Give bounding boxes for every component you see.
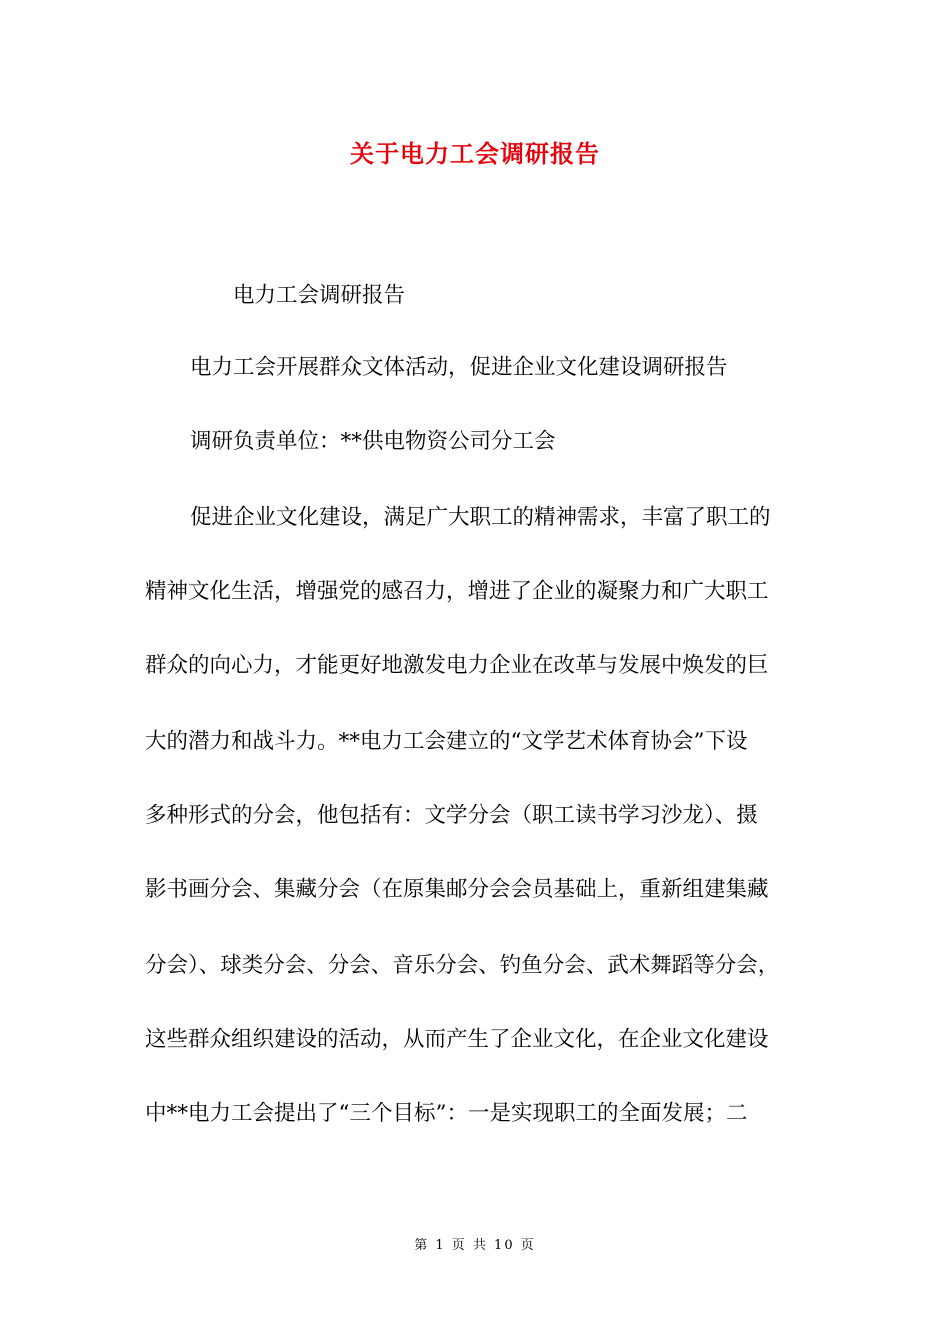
page-number-footer: 第 1 页 共 10 页 xyxy=(414,1238,536,1253)
body-line: 精神文化生活，增强党的感召力，增进了企业的凝聚力和广大职工 xyxy=(145,579,769,604)
body-line: 分会）、球类分会、分会、音乐分会、钓鱼分会、武术舞蹈等分会， xyxy=(145,953,780,978)
body-line: 多种形式的分会，他包括有：文学分会（职工读书学习沙龙）、摄 xyxy=(145,803,758,828)
body-line: 中**电力工会提出了“三个目标”：一是实现职工的全面发展；二 xyxy=(145,1101,748,1126)
body-line: 影书画分会、集藏分会（在原集邮分会会员基础上，重新组建集藏 xyxy=(145,877,769,902)
document-title: 关于电力工会调研报告 xyxy=(350,139,600,168)
responsible-unit: 调研负责单位：**供电物资公司分工会 xyxy=(190,429,556,454)
body-line: 群众的向心力，才能更好地激发电力企业在改革与发展中焕发的巨 xyxy=(145,653,769,678)
document-subtitle: 电力工会调研报告 xyxy=(233,283,406,308)
report-heading: 电力工会开展群众文体活动，促进企业文化建设调研报告 xyxy=(190,355,728,380)
body-line: 这些群众组织建设的活动，从而产生了企业文化，在企业文化建设 xyxy=(145,1027,769,1052)
body-line: 大的潜力和战斗力。**电力工会建立的“文学艺术体育协会”下设 xyxy=(145,729,748,754)
body-line: 促进企业文化建设，满足广大职工的精神需求，丰富了职工的 xyxy=(190,505,771,530)
